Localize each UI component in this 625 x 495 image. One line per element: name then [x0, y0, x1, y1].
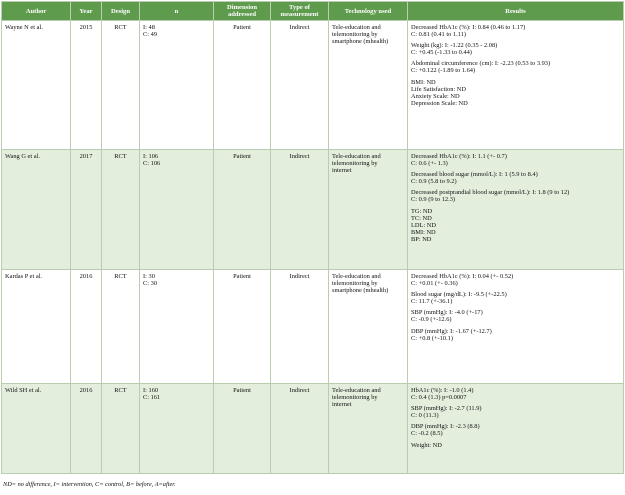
- result-line: Abdominal circumference (cm): I: -2.23 (0.53 to 3.93): [411, 60, 551, 68]
- header-year: Year: [71, 2, 102, 21]
- cell-year: 2015: [71, 21, 102, 150]
- cell-n-line: C: 49: [143, 31, 158, 39]
- results-table: [1, 1, 624, 474]
- cell-technology-line: Tele-education and: [332, 387, 381, 394]
- cell-technology-line: smartphone (mhealth): [332, 287, 389, 295]
- cell-results: [408, 384, 624, 474]
- table-body: [2, 21, 624, 474]
- result-line: C: +0.122 (-1.89 to 1.64): [411, 67, 476, 75]
- cell-n-line: I: 106: [143, 153, 159, 160]
- cell-technology: [329, 150, 408, 270]
- result-group: [411, 328, 620, 342]
- result-line: Decreased HbA1c (%): I: 0.84 (0.46 to 1.17): [411, 24, 526, 31]
- result-group: [411, 153, 620, 167]
- cell-technology-line: telemonitoring by: [332, 394, 378, 402]
- cell-technology-line: Tele-education and: [332, 273, 381, 280]
- table-row: [2, 150, 624, 270]
- result-line: C: +0.01 (+- 0.36): [411, 280, 458, 288]
- header-technology: Technology used: [329, 2, 408, 21]
- cell-results: [408, 270, 624, 384]
- cell-measurement: Indirect: [271, 384, 329, 474]
- cell-n: [140, 384, 214, 474]
- header-row: [2, 2, 624, 21]
- result-line: Decreased HbA1c (%): I: 0.04 (+- 0.52): [411, 273, 514, 280]
- cell-technology-line: Tele-education and: [332, 24, 381, 31]
- cell-n: [140, 150, 214, 270]
- cell-results: [408, 150, 624, 270]
- cell-n-line: I: 30: [143, 273, 155, 280]
- cell-technology: [329, 270, 408, 384]
- result-line: C: 0.81 (0.41 to 1.11): [411, 31, 466, 39]
- result-line: Decreased HbA1c (%): I: 1.1 (+- 0.7): [411, 153, 507, 160]
- table-row: [2, 21, 624, 150]
- cell-n-line: I: 160: [143, 387, 159, 394]
- result-line: C: 11.7 (+-36.1): [411, 298, 453, 306]
- cell-author: Wang G et al.: [2, 150, 71, 270]
- cell-n-line: I: 48: [143, 24, 155, 31]
- cell-author: Wayne N et al.: [2, 21, 71, 150]
- cell-technology-line: internet: [332, 401, 352, 409]
- result-line: DBP (mmHg): I: -2.3 (8.8): [411, 423, 480, 431]
- cell-technology: [329, 384, 408, 474]
- result-line: C: 0.6 (+- 1.3): [411, 160, 448, 168]
- cell-technology-line: internet: [332, 167, 352, 175]
- result-line: Depression Scale: ND: [411, 99, 468, 107]
- result-group: [411, 208, 620, 243]
- cell-n-line: C: 106: [143, 160, 161, 168]
- result-line: Anxiety Scale: ND: [411, 92, 460, 100]
- result-group: [411, 309, 620, 323]
- result-line: C: 0.9 (9 to 12.3): [411, 196, 456, 204]
- cell-design: RCT: [102, 21, 140, 150]
- cell-measurement: Indirect: [271, 150, 329, 270]
- cell-technology-line: Tele-education and: [332, 153, 381, 160]
- cell-year: 2016: [71, 270, 102, 384]
- result-line: LDL: ND: [411, 221, 437, 229]
- header-n: n: [140, 2, 214, 21]
- result-line: C: -0.2 (8.5): [411, 430, 443, 438]
- table-row: [2, 384, 624, 474]
- result-line: Decreased postprandial blood sugar (mmol/L): I: 1.8 (9 to 12): [411, 189, 570, 197]
- cell-design: RCT: [102, 270, 140, 384]
- header-measurement: Type of measurement: [271, 2, 329, 21]
- cell-results: [408, 21, 624, 150]
- cell-technology-line: telemonitoring by: [332, 280, 378, 288]
- cell-measurement: Indirect: [271, 270, 329, 384]
- result-line: TG: ND: [411, 207, 433, 215]
- cell-technology-line: telemonitoring by: [332, 160, 378, 168]
- cell-author: Wild SH et al.: [2, 384, 71, 474]
- result-line: BP: ND: [411, 235, 432, 243]
- result-line: HbA1c (%): I: -1.0 (1.4): [411, 387, 474, 394]
- result-group: [411, 423, 620, 437]
- cell-technology: [329, 21, 408, 150]
- result-group: [411, 171, 620, 185]
- cell-measurement: Indirect: [271, 21, 329, 150]
- cell-year: 2016: [71, 384, 102, 474]
- cell-n-line: C: 161: [143, 394, 161, 402]
- result-group: [411, 189, 620, 203]
- result-line: Decreased blood sugar (mmol/L): I: 1 (5.9 to 8.4): [411, 171, 538, 179]
- cell-author: Kardas P et al.: [2, 270, 71, 384]
- result-line: SBP (mmHg): I: -4.0 (+-17): [411, 309, 483, 317]
- result-line: Blood sugar (mg/dL): I: -9.5 (+-22.5): [411, 291, 507, 299]
- cell-n-line: C: 30: [143, 280, 158, 288]
- result-line: C: 0.4 (1.3) p=0.0007: [411, 394, 467, 402]
- result-line: C: 0.9 (5.8 to 9.2): [411, 178, 457, 186]
- table-row: [2, 270, 624, 384]
- cell-technology-line: telemonitoring by: [332, 31, 378, 39]
- result-line: C: -0.9 (+-12.6): [411, 316, 452, 324]
- result-group: [411, 79, 620, 107]
- result-line: Life Satisfaction: ND: [411, 85, 467, 93]
- result-line: Weight (kg): I: -1.22 (0.35 - 2.08): [411, 42, 498, 50]
- result-group: [411, 291, 620, 305]
- result-line: C: +0.45 (-1.33 to 0.44): [411, 49, 472, 57]
- cell-year: 2017: [71, 150, 102, 270]
- cell-n: [140, 270, 214, 384]
- result-line: TC: ND: [411, 214, 432, 222]
- result-line: SBP (mmHg): I: -2.7 (11.9): [411, 405, 482, 413]
- cell-dimension: Patient: [214, 270, 271, 384]
- header-dimension: Dimension addressed: [214, 2, 271, 21]
- result-group: [411, 24, 620, 38]
- header-design: Design: [102, 2, 140, 21]
- table-footnote: ND= no difference, I= intervention, C= control, B= before, A=after.: [3, 481, 176, 488]
- header-author: Author: [2, 2, 71, 21]
- header-results: Results: [408, 2, 624, 21]
- result-line: DBP (mmHg): I: -1.67 (+-12.7): [411, 327, 492, 335]
- cell-n: [140, 21, 214, 150]
- result-group: [411, 442, 620, 449]
- cell-dimension: Patient: [214, 150, 271, 270]
- result-line: BMI: ND: [411, 228, 436, 236]
- result-line: Weight: ND: [411, 441, 442, 449]
- cell-design: RCT: [102, 150, 140, 270]
- result-group: [411, 273, 620, 287]
- result-group: [411, 387, 620, 401]
- cell-design: RCT: [102, 384, 140, 474]
- result-line: C: 0 (11.3): [411, 412, 439, 420]
- result-line: BMI: ND: [411, 78, 436, 86]
- result-group: [411, 42, 620, 56]
- result-line: C: +0.8 (+-10.1): [411, 334, 453, 342]
- cell-dimension: Patient: [214, 384, 271, 474]
- cell-technology-line: smartphone (mhealth): [332, 38, 389, 46]
- cell-dimension: Patient: [214, 21, 271, 150]
- result-group: [411, 405, 620, 419]
- result-group: [411, 60, 620, 74]
